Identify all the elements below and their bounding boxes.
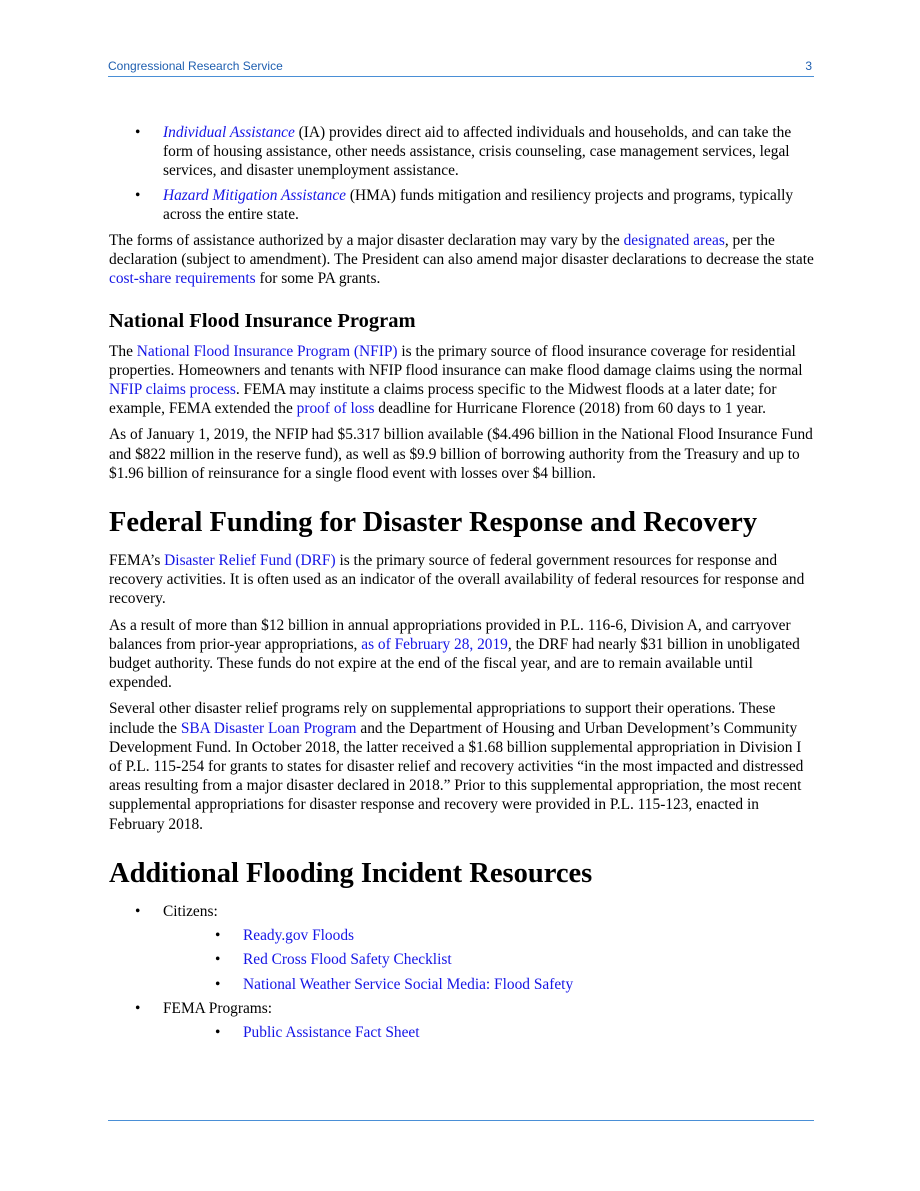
nfip-paragraph-1: The National Flood Insurance Program (NFIP) is the primary source of flood insurance coverage for residential properties. Homeowners and tenants with NFIP flood insurance can make flood damage claims using the normal NFIP claims process. FEMA may institute a claims process specific to the Midwest floods at a later date; for example, FEMA extended the proof of loss deadline for Hurricane Florence (2018) from 60 days to 1 year. bbox=[109, 342, 803, 418]
fema-programs-label: FEMA Programs: bbox=[163, 999, 273, 1017]
individual-assistance-link[interactable]: Individual Assistance bbox=[163, 124, 295, 141]
forms-paragraph: The forms of assistance authorized by a major disaster declaration may vary by the designated areas, per the declaration (subject to amendment). The President can also amend major disaster declarations to decrease the state cost-share requirements for some PA grants. bbox=[109, 232, 814, 288]
bullet-icon: • bbox=[135, 186, 141, 204]
list-item bbox=[109, 926, 815, 945]
nfip-heading: National Flood Insurance Program bbox=[109, 309, 416, 332]
nfip-paragraph-2: As of January 1, 2019, the NFIP had $5.317 billion available ($4.496 billion in the National Flood Insurance Fund and $822 million in the reserve fund), as well as $9.9 billion of borrowing authority from the Treasury and up to $1.96 billion of reinsurance for a single flood event with losses over $4 billion. bbox=[109, 426, 813, 482]
bullet-icon: • bbox=[215, 951, 221, 969]
bullet-icon: • bbox=[135, 902, 141, 920]
assistance-list bbox=[109, 123, 815, 224]
designated-areas-link[interactable]: designated areas bbox=[623, 232, 725, 250]
nfip-link[interactable]: National Flood Insurance Program (NFIP) bbox=[136, 342, 398, 360]
resources-list bbox=[109, 902, 815, 1042]
cost-share-link[interactable]: cost-share requirements bbox=[109, 270, 256, 288]
list-item bbox=[109, 1023, 815, 1042]
header-title: Congressional Research Service bbox=[108, 59, 283, 73]
list-item: • Hazard Mitigation Assistance (HMA) funds mitigation and resiliency projects and programs, typically across the entire state. bbox=[135, 186, 794, 223]
footer-divider bbox=[108, 1120, 814, 1121]
list-item bbox=[109, 999, 815, 1042]
resources-heading: Additional Flooding Incident Resources bbox=[109, 857, 593, 889]
red-cross-checklist-link[interactable]: Red Cross Flood Safety Checklist bbox=[243, 951, 452, 969]
bullet-icon: • bbox=[135, 124, 141, 141]
funding-paragraph-3: Several other disaster relief programs rely on supplemental appropriations to support their operations. These include the SBA Disaster Loan Program and the Department of Housing and Urban Development’s Community Development Fund. In October 2018, the latter received a $1.68 billion supplemental appropriation in Division I of P.L. 115-254 for grants to states for disaster relief and recovery activities “in the most impacted and distressed areas resulting from a major disaster declared in 2018.” Prior to this supplemental appropriation, the most recent supplemental appropriations for disaster response and recovery were provided in P.L. 115-123, enacted in February 2018. bbox=[109, 700, 804, 833]
public-assistance-fact-sheet-link[interactable]: Public Assistance Fact Sheet bbox=[243, 1023, 420, 1041]
fema-programs-list bbox=[163, 1023, 815, 1042]
hazard-mitigation-link[interactable]: Hazard Mitigation Assistance bbox=[163, 186, 346, 204]
citizens-label: Citizens: bbox=[163, 902, 218, 920]
list-item bbox=[109, 975, 815, 994]
list-item bbox=[109, 950, 815, 969]
bullet-icon: • bbox=[215, 927, 221, 945]
funding-paragraph-1: FEMA’s Disaster Relief Fund (DRF) is the primary source of federal government resources for response and recovery activities. It is often used as an indicator of the overall availability of federal resources for response and recovery. bbox=[109, 552, 805, 608]
document-body bbox=[109, 123, 815, 1049]
nws-flood-safety-link[interactable]: National Weather Service Social Media: Flood Safety bbox=[243, 975, 574, 993]
funding-paragraph-2: As a result of more than $12 billion in annual appropriations provided in P.L. 116-6, Division A, and carryover balances from prior-year appropriations, as of February 28, 2019, the DRF had nearly $31 billion in unobligated budget authority. These funds do not expire at the end of the fiscal year, and are to remain available until expended. bbox=[109, 616, 800, 692]
feb-28-link[interactable]: as of February 28, 2019 bbox=[361, 635, 508, 653]
ready-gov-floods-link[interactable]: Ready.gov Floods bbox=[243, 927, 355, 945]
bullet-icon: • bbox=[215, 1023, 221, 1041]
bullet-icon: • bbox=[135, 999, 141, 1017]
page-header bbox=[108, 58, 814, 77]
page-number: 3 bbox=[805, 59, 812, 73]
citizens-list bbox=[163, 926, 815, 994]
proof-of-loss-link[interactable]: proof of loss bbox=[296, 400, 375, 418]
sba-loan-link[interactable]: SBA Disaster Loan Program bbox=[180, 719, 357, 737]
nfip-claims-link[interactable]: NFIP claims process bbox=[109, 381, 236, 399]
drf-link[interactable]: Disaster Relief Fund (DRF) bbox=[164, 552, 336, 570]
list-item bbox=[109, 902, 815, 994]
list-item: • Individual Assistance (IA) provides direct aid to affected individuals and households, and can take the form of housing assistance, other needs assistance, crisis counseling, case management services, legal services, and disaster unemployment assistance. bbox=[135, 124, 792, 180]
funding-heading: Federal Funding for Disaster Response and Recovery bbox=[109, 507, 758, 539]
bullet-icon: • bbox=[215, 975, 221, 993]
